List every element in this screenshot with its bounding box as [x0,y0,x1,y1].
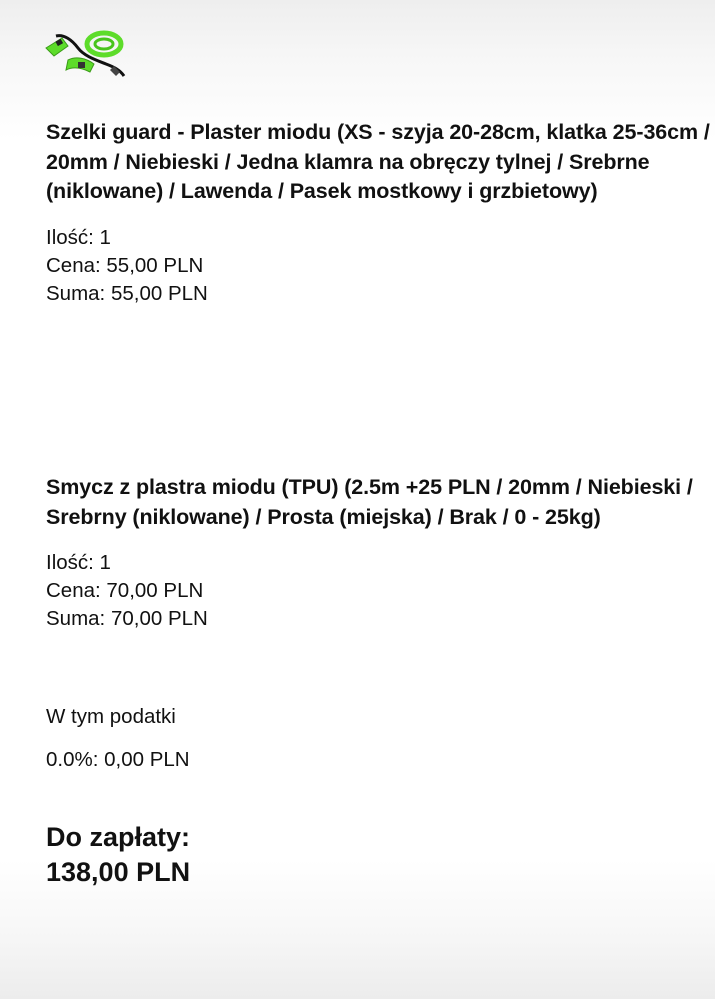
product-thumbnail-icon [44,30,126,80]
item-price: Cena: 70,00 PLN [46,579,204,602]
item-title: Smycz z plastra miodu (TPU) (2.5m +25 PLN / 20mm / Niebieski / Srebrny (niklowane) / Prosta (miejska) / Brak / 0 - 25kg) [46,475,693,529]
item-title: Szelki guard - Plaster miodu (XS - szyja 20-28cm, klatka 25-36cm / 20mm / Niebieski / Jedna klamra na obręczy tylnej / Srebrne (niklowane) / Lawenda / Pasek mostkowy i grzbietowy) [46,120,710,203]
total-amount: 138,00 PLN [46,857,191,887]
item-sum: Suma: 55,00 PLN [46,281,208,305]
total-label: Do zapłaty: [46,822,191,852]
item-details [46,224,711,308]
order-item [46,473,711,633]
tax-line: 0.0%: 0,00 PLN [46,748,190,771]
item-quantity: Ilość: 1 [46,551,111,574]
tax-heading: W tym podatki [46,705,176,728]
item-details [46,549,711,633]
order-total [46,820,190,890]
order-item [46,118,711,308]
item-quantity: Ilość: 1 [46,225,111,249]
item-price: Cena: 55,00 PLN [46,253,204,277]
item-sum: Suma: 70,00 PLN [46,607,208,630]
